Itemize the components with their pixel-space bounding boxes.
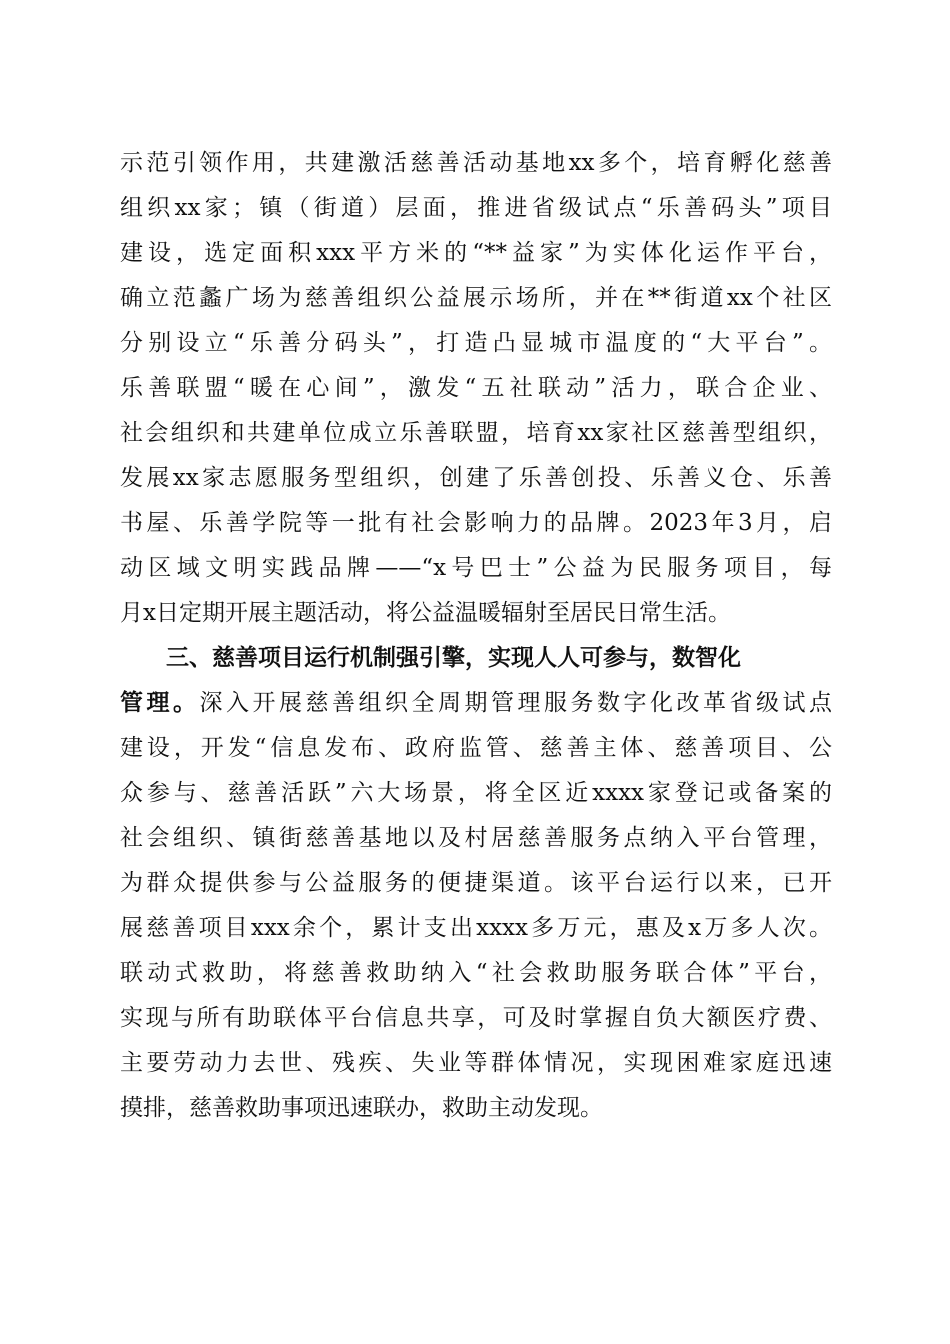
text-line: 社会组织、镇街慈善基地以及村居慈善服务点纳入平台管理， [120,825,832,851]
text-line: 为群众提供参与公益服务的便捷渠道。该平台运行以来，已开 [120,870,832,896]
section-heading-end: 管理。 [120,690,200,716]
text-line: 主要劳动力去世、残疾、失业等群体情况，实现困难家庭迅速 [120,1050,832,1076]
text-line: 展慈善项目xxx余个，累计支出xxxx多万元，惠及x万多人次。 [120,915,832,941]
section-body-start: 深入开展慈善组织全周期管理服务数字化改革省级试点 [199,690,832,716]
text-line: 联动式救助，将慈善救助纳入“社会救助服务联合体”平台， [120,960,832,986]
text-line: 月x日定期开展主题活动，将公益温暖辐射至居民日常生活。 [120,600,731,626]
text-line: 发展xx家志愿服务型组织，创建了乐善创投、乐善义仓、乐善 [120,465,832,491]
text-line: 众参与、慈善活跃”六大场景，将全区近xxxx家登记或备案的 [120,780,832,806]
text-line: 动区域文明实践品牌——“x号巴士”公益为民服务项目，每 [120,555,832,581]
text-line: 组织xx家；镇（街道）层面，推进省级试点“乐善码头”项目 [120,195,832,221]
text-line: 书屋、乐善学院等一批有社会影响力的品牌。2023年3月，启 [120,510,832,536]
text-line: 建设，开发“信息发布、政府监管、慈善主体、慈善项目、公 [120,735,832,761]
text-line: 确立范蠡广场为慈善组织公益展示场所，并在**街道xx个社区 [120,285,832,311]
text-line: 实现与所有助联体平台信息共享，可及时掌握自负大额医疗费、 [120,1005,832,1031]
text-line: 乐善联盟“暖在心间”，激发“五社联动”活力，联合企业、 [120,375,832,401]
text-line: 分别设立“乐善分码头”，打造凸显城市温度的“大平台”。 [120,330,832,356]
section-heading: 三、慈善项目运行机制强引擎，实现人人可参与，数智化 [120,645,741,671]
body-text [120,141,832,1131]
text-line: 建设，选定面积xxx平方米的“**益家”为实体化运作平台， [120,240,832,266]
text-line [120,681,832,726]
text-line: 摸排，慈善救助事项迅速联办，救助主动发现。 [120,1095,603,1121]
text-line: 示范引领作用，共建激活慈善活动基地xx多个，培育孵化慈善 [120,150,832,176]
text-line: 社会组织和共建单位成立乐善联盟，培育xx家社区慈善型组织， [120,420,832,446]
